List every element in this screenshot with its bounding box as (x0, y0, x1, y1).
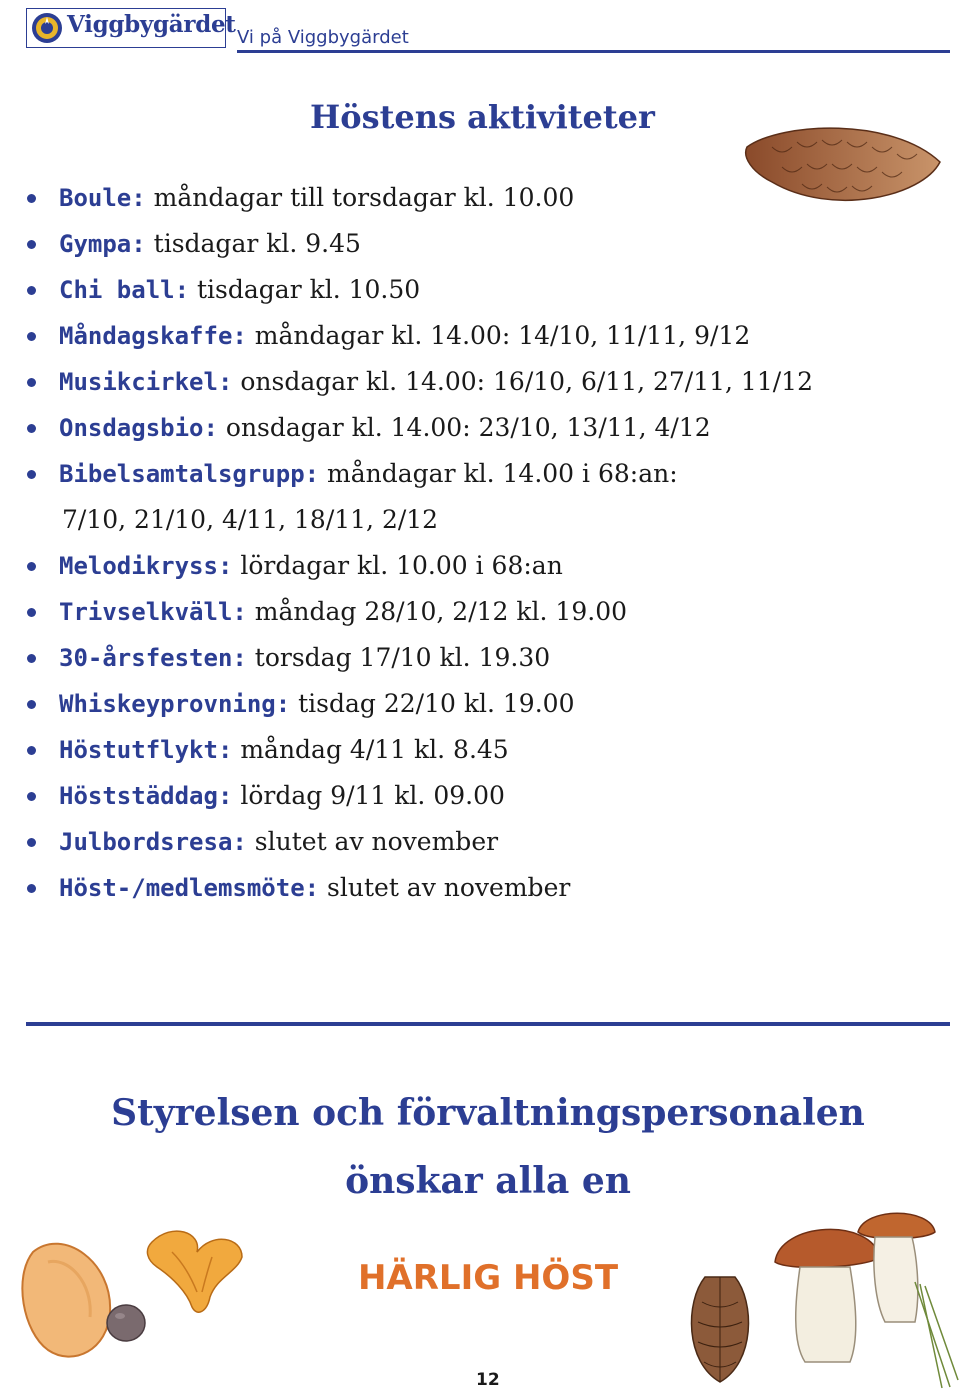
list-item (0, 270, 813, 316)
page-number: 12 (476, 1370, 500, 1390)
list-item (0, 454, 813, 546)
activity-detail: måndagar till torsdagar kl. 10.00 (153, 183, 575, 212)
activity-detail: torsdag 17/10 kl. 19.30 (254, 643, 551, 672)
list-item (0, 868, 813, 914)
activity-detail: måndagar kl. 14.00: 14/10, 11/11, 9/12 (254, 321, 751, 350)
greeting-line-1: Styrelsen och förvaltningspersonalen (111, 1092, 865, 1134)
list-item (0, 178, 813, 224)
activity-detail: onsdagar kl. 14.00: 16/10, 6/11, 27/11, 11/12 (240, 367, 813, 396)
bullet-icon (27, 240, 36, 249)
mushrooms-pinecone-illustration (680, 1212, 960, 1392)
activity-name: Chi ball: (59, 276, 190, 304)
header-rule (237, 50, 950, 53)
bullet-icon (27, 884, 36, 893)
activity-name: Musikcirkel: (59, 368, 233, 396)
logo-text: Viggbygärdet (67, 11, 236, 38)
activity-name: Höststäddag: (59, 782, 233, 810)
emblem-icon (31, 12, 63, 44)
list-item (0, 638, 813, 684)
header-subtitle: Vi på Viggbygärdet (237, 27, 409, 48)
activity-name: Boule: (59, 184, 146, 212)
bullet-icon (27, 332, 36, 341)
bullet-icon (27, 654, 36, 663)
page-title: Höstens aktiviteter (310, 98, 655, 136)
activity-name: Melodikryss: (59, 552, 233, 580)
list-item (0, 592, 813, 638)
activity-detail: måndag 4/11 kl. 8.45 (240, 735, 509, 764)
list-item (0, 684, 813, 730)
activity-detail: onsdagar kl. 14.00: 23/10, 13/11, 4/12 (225, 413, 711, 442)
greeting-line-2: önskar alla en (345, 1160, 631, 1202)
activity-detail: lördagar kl. 10.00 i 68:an (240, 551, 563, 580)
activity-detail: lördag 9/11 kl. 09.00 (240, 781, 505, 810)
bullet-icon (27, 838, 36, 847)
greeting-line-3: HÄRLIG HÖST (357, 1258, 619, 1298)
list-item (0, 224, 813, 270)
activity-name: Måndagskaffe: (59, 322, 247, 350)
activity-detail: tisdag 22/10 kl. 19.00 (298, 689, 575, 718)
bullet-icon (27, 194, 36, 203)
activity-detail: slutet av november (254, 827, 499, 856)
activity-detail: tisdagar kl. 9.45 (153, 229, 361, 258)
bullet-icon (27, 700, 36, 709)
activity-name: Gympa: (59, 230, 146, 258)
bullet-icon (27, 286, 36, 295)
list-item (0, 776, 813, 822)
bullet-icon (27, 424, 36, 433)
bullet-icon (27, 746, 36, 755)
list-item (0, 362, 813, 408)
activity-name: Julbordsresa: (59, 828, 247, 856)
activity-list (0, 178, 813, 914)
list-item (0, 546, 813, 592)
bullet-icon (27, 470, 36, 479)
activity-detail: måndag 28/10, 2/12 kl. 19.00 (254, 597, 628, 626)
bullet-icon (27, 562, 36, 571)
activity-name: Höstutflykt: (59, 736, 233, 764)
bullet-icon (27, 378, 36, 387)
bullet-icon (27, 792, 36, 801)
bullet-icon (27, 608, 36, 617)
squash-illustration (18, 1232, 118, 1372)
activity-detail-continuation: 7/10, 21/10, 4/11, 18/11, 2/12 (62, 505, 439, 534)
section-divider (26, 1022, 950, 1026)
activity-name: Whiskeyprovning: (59, 690, 291, 718)
logo (26, 8, 236, 48)
chanterelle-illustration (142, 1222, 252, 1322)
list-item (0, 316, 813, 362)
activity-name: Onsdagsbio: (59, 414, 218, 442)
list-item (0, 408, 813, 454)
list-item (0, 730, 813, 776)
activity-detail: slutet av november (327, 873, 571, 902)
activity-name: Höst-/medlemsmöte: (59, 874, 320, 902)
activity-name: 30-årsfesten: (59, 644, 247, 672)
list-item (0, 822, 813, 868)
activity-detail: måndagar kl. 14.00 i 68:an: (327, 459, 678, 488)
activity-name: Trivselkväll: (59, 598, 247, 626)
activity-name: Bibelsamtalsgrupp: (59, 460, 320, 488)
activity-detail: tisdagar kl. 10.50 (197, 275, 421, 304)
